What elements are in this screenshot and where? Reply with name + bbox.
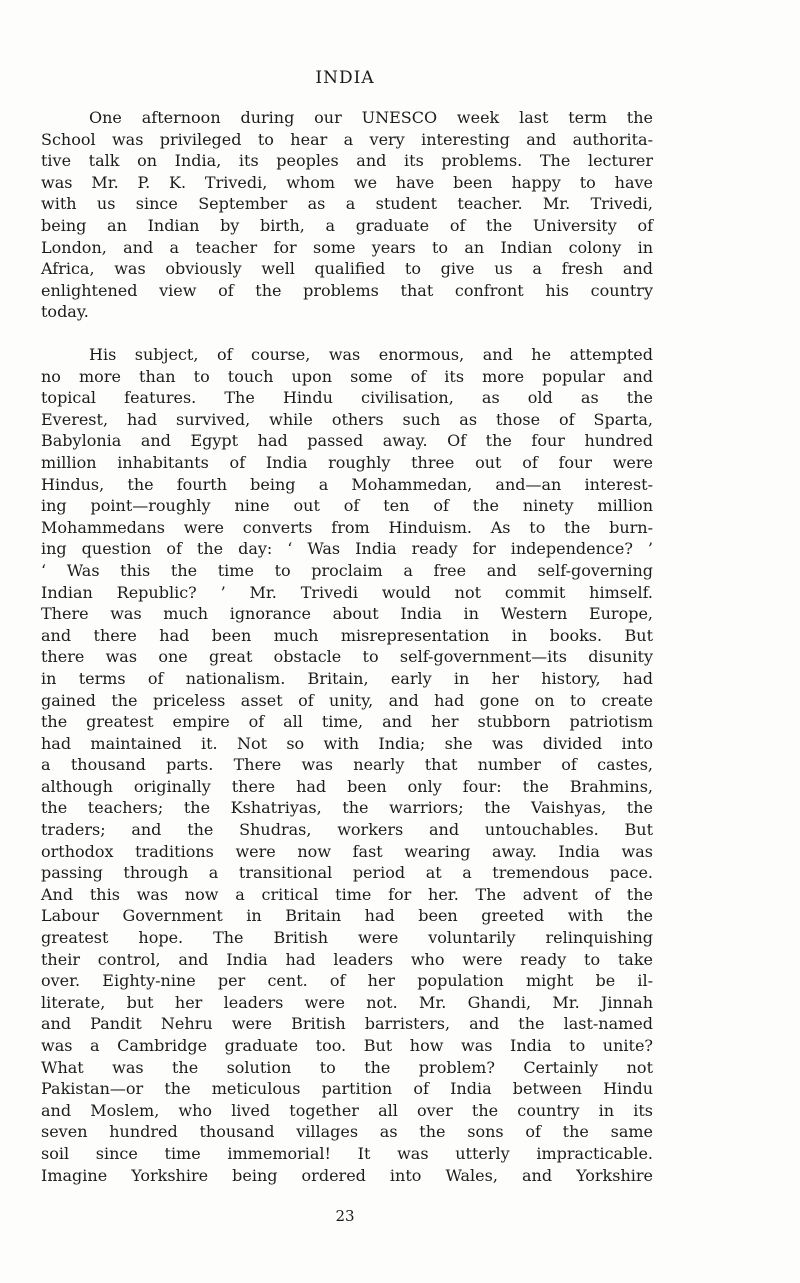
text-line: Babylonia and Egypt had passed away. Of the four hundred <box>41 431 653 451</box>
text-line: Imagine Yorkshire being ordered into Wales, and Yorkshire <box>41 1165 653 1185</box>
text-line: over. Eighty-nine per cent. of her population might be il- <box>41 971 653 991</box>
text-line: Africa, was obviously well qualified to give us a fresh and <box>41 259 653 279</box>
text-line: no more than to touch upon some of its more popular and <box>41 366 653 386</box>
text-line: Labour Government in Britain had been greeted with the <box>41 906 653 926</box>
text-line: in terms of nationalism. Britain, early in her history, had <box>41 668 653 688</box>
text-line: being an Indian by birth, a graduate of the University of <box>41 215 653 235</box>
text-line: greatest hope. The British were voluntarily relinquishing <box>41 928 653 948</box>
text-line: orthodox traditions were now fast wearing away. India was <box>41 841 653 861</box>
text-line: although originally there had been only four: the Brahmins, <box>41 776 653 796</box>
text-line: tive talk on India, its peoples and its problems. The lecturer <box>41 151 653 171</box>
text-line: soil since time immemorial! It was utterly impracticable. <box>41 1143 653 1163</box>
text-line: and Moslem, who lived together all over the country in its <box>41 1100 653 1120</box>
text-line: seven hundred thousand villages as the sons of the same <box>41 1122 653 1142</box>
text-line: Pakistan—or the meticulous partition of India between Hindu <box>41 1079 653 1099</box>
text-line: Indian Republic? ’ Mr. Trivedi would not commit himself. <box>41 582 653 602</box>
text-line: today. <box>41 302 89 322</box>
text-line: the greatest empire of all time, and her stubborn patriotism <box>41 712 653 732</box>
text-line: was a Cambridge graduate too. But how was India to unite? <box>41 1036 653 1055</box>
text-line: His subject, of course, was enormous, and he attempted <box>89 345 653 364</box>
text-line: Hindus, the fourth being a Mohammedan, and—an interest- <box>41 474 653 494</box>
text-line: School was privileged to hear a very interesting and authorita- <box>41 129 653 149</box>
text-line: ing question of the day: ‘ Was India ready for independence? ’ <box>41 539 653 559</box>
text-line: enlightened view of the problems that confront his country <box>41 280 653 300</box>
text-line: and there had been much misrepresentation in books. But <box>41 625 653 645</box>
text-line: had maintained it. Not so with India; she was divided into <box>41 733 653 753</box>
text-line: there was one great obstacle to self-government—its disunity <box>41 647 653 667</box>
text-line: London, and a teacher for some years to an Indian colony in <box>41 237 653 257</box>
page-title: INDIA <box>315 68 375 88</box>
text-line: One afternoon during our UNESCO week last term the <box>89 108 653 127</box>
text-line: million inhabitants of India roughly three out of four were <box>41 452 653 472</box>
text-line: Mohammedans were converts from Hinduism. As to the burn- <box>41 517 653 537</box>
text-line: Everest, had survived, while others such as those of Sparta, <box>41 409 653 429</box>
text-line: ing point—roughly nine out of ten of the ninety million <box>41 496 653 516</box>
text-line: What was the solution to the problem? Certainly not <box>41 1057 653 1077</box>
text-line: their control, and India had leaders who were ready to take <box>41 949 653 969</box>
text-line: traders; and the Shudras, workers and untouchables. But <box>41 820 653 840</box>
page-number: 23 <box>335 1207 355 1225</box>
text-line: And this was now a critical time for her. The advent of the <box>41 884 653 904</box>
text-line: gained the priceless asset of unity, and had gone on to create <box>41 690 653 710</box>
paragraph-1 <box>41 107 653 323</box>
text-line: passing through a transitional period at a tremendous pace. <box>41 863 653 883</box>
text-line: a thousand parts. There was nearly that number of castes, <box>41 755 653 775</box>
text-line: the teachers; the Kshatriyas, the warriors; the Vaishyas, the <box>41 798 653 818</box>
text-line: topical features. The Hindu civilisation, as old as the <box>41 388 653 408</box>
text-line: ‘ Was this the time to proclaim a free and self-governing <box>41 560 653 580</box>
text-line: was Mr. P. K. Trivedi, whom we have been happy to have <box>41 172 653 192</box>
text-line: and Pandit Nehru were British barristers, and the last-named <box>41 1014 653 1034</box>
text-line: literate, but her leaders were not. Mr. Ghandi, Mr. Jinnah <box>41 992 653 1012</box>
paragraph-2 <box>41 344 653 1186</box>
text-line: with us since September as a student teacher. Mr. Trivedi, <box>41 194 653 214</box>
text-line: There was much ignorance about India in Western Europe, <box>41 604 653 624</box>
